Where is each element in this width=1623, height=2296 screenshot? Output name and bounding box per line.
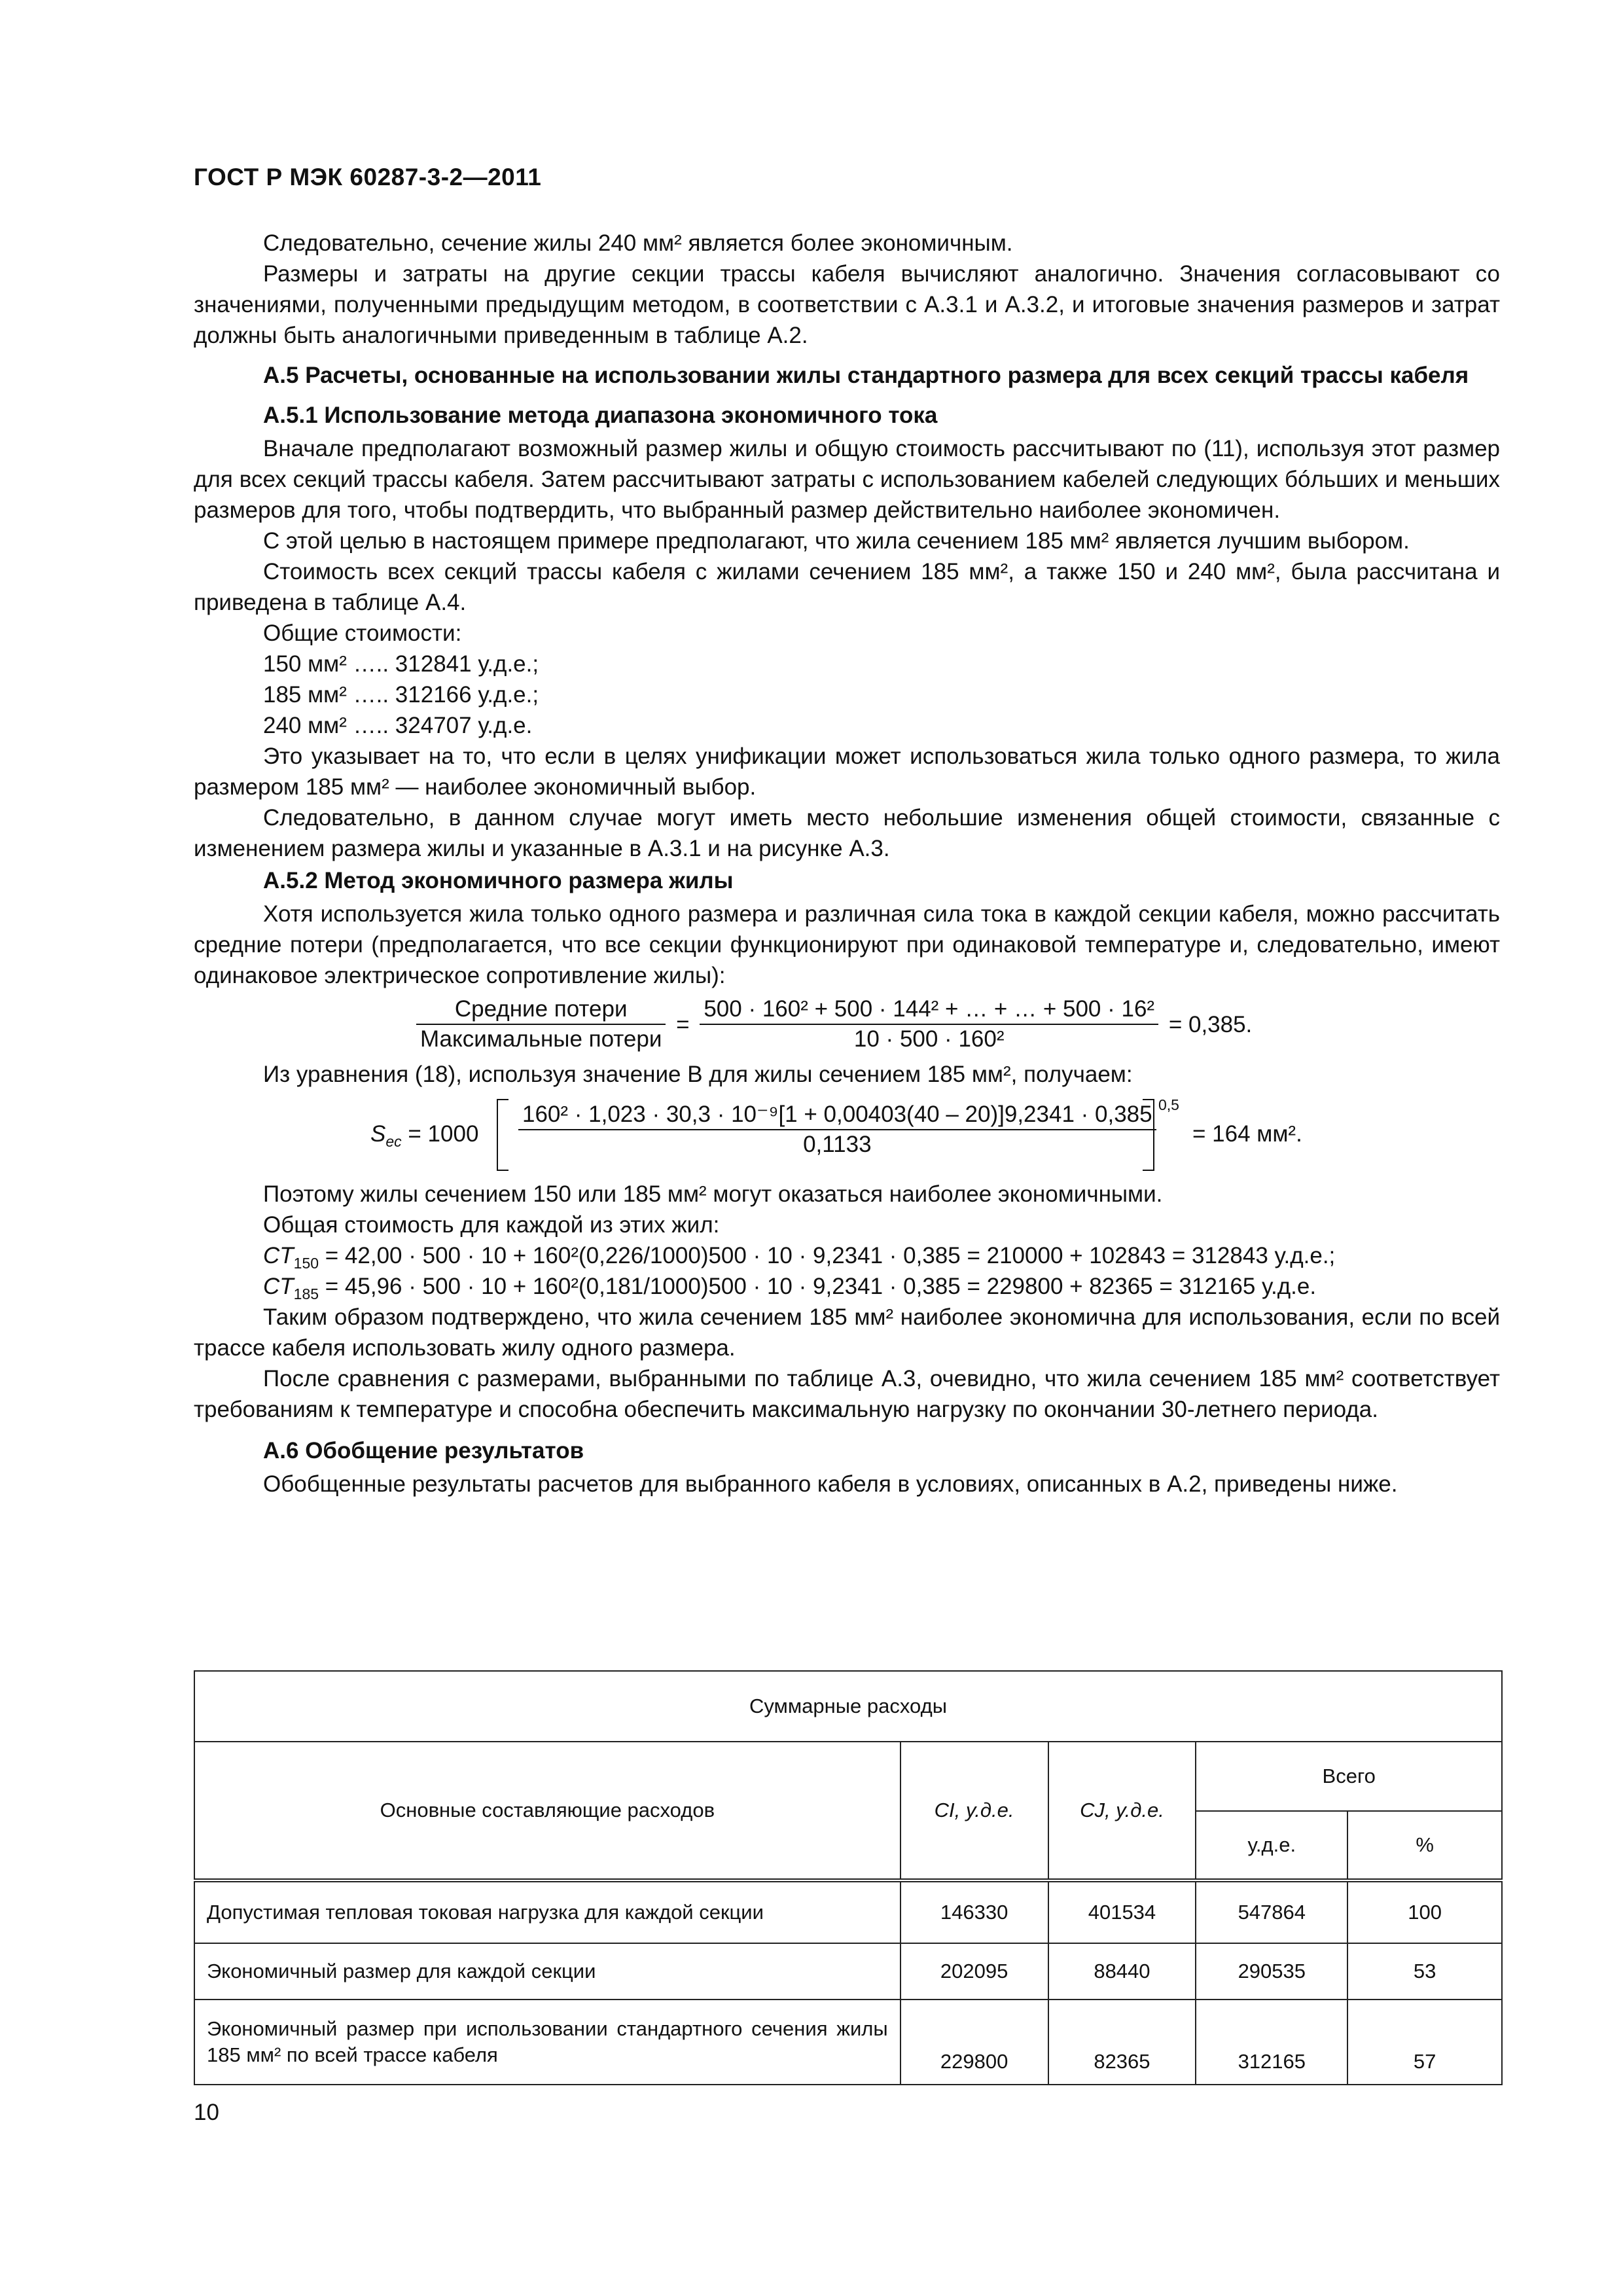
paragraph: Размеры и затраты на другие секции трассы кабеля вычисляют аналогично. Значения согласовывают со значениями, полученными предыдущим методом, в соответствии с А.3.1 и А.3.2, и итоговые значения размеров и затрат должны быть аналогичными приведенным в таблице А.2. xyxy=(194,261,1500,348)
table-title: Суммарные расходы xyxy=(194,1671,1502,1742)
table-cell: 202095 xyxy=(901,1943,1048,2000)
table-header-total: Всего xyxy=(1196,1742,1502,1811)
section-heading-a52: А.5.2 Метод экономичного размера жилы xyxy=(263,868,734,893)
paragraph: Вначале предполагают возможный размер жилы и общую стоимость рассчитывают по (11), используя этот размер для всех секций трассы кабеля. Затем рассчитывают затраты с использованием кабелей следующих бóльших и меньших размеров для того, чтобы подтвердить, что выбранный размер действительно наиболее экономичен. xyxy=(194,436,1500,523)
section-heading-a5: А.5 Расчеты, основанные на использовании жилы стандартного размера для всех секций трассы кабеля xyxy=(263,363,1469,388)
paragraph: Это указывает на то, что если в целях унификации может использоваться жила только одного размера, то жила размером 185 мм² — наиболее экономичный выбор. xyxy=(194,744,1500,800)
paragraph: Следовательно, сечение жилы 240 мм² является более экономичным. xyxy=(263,230,1013,256)
paragraph: Таким образом подтверждено, что жила сечением 185 мм² наиболее экономична для использования, если по всей трассе кабеля использовать жилу одного размера. xyxy=(194,1304,1500,1361)
total-cost-185: $CT_{185} = 45,96 \cdot 500 \cdot 10 + 160^2(0,181/1000)500 \cdot 10 \cdot 9,2341 \cdot 0,385 = 229800 + 82365 = 312165$ у.д.е. xyxy=(263,1274,1317,1302)
paragraph: С этой целью в настоящем примере предполагают, что жила сечением 185 мм² является лучшим выбором. xyxy=(263,528,1410,554)
table-cell: 547864 xyxy=(1196,1880,1347,1943)
paragraph: Следовательно, в данном случае могут иметь место небольшие изменения общей стоимости, связанные с изменением размера жилы и указанные в А.3.1 и на рисунке А.3. xyxy=(194,805,1500,861)
table-row-label: Экономичный размер для каждой секции xyxy=(194,1943,901,2000)
paragraph: Хотя используется жила только одного размера и различная сила тока в каждой секции кабеля, можно рассчитать средние потери (предполагается, что все секции функционируют при одинаковой температуре и, следовательно, имеют одинаковое электрическое сопротивление жилы): xyxy=(194,901,1500,988)
table-cell: 290535 xyxy=(1196,1943,1347,2000)
equation-average-losses: $\frac{\text{Средние потери}}{\text{Максимальные потери}}$ = $\frac{\text{500 · 160² + 500 · 144² + … + … + 500 · 16²}}{\text{10 · 500 · 160²}}$ = 0,385. xyxy=(194,991,1500,1059)
table-cell: 53 xyxy=(1347,1943,1502,2000)
paragraph: После сравнения с размерами, выбранными по таблице А.3, очевидно, что жила сечением 185 мм² соответствует требованиям к температуре и способна обеспечить максимальную нагрузку по окончании 30-летнего периода. xyxy=(194,1366,1500,1422)
paragraph: Обобщенные результаты расчетов для выбранного кабеля в условиях, описанных в А.2, приведены ниже. xyxy=(263,1471,1398,1497)
right-bracket xyxy=(1143,1099,1154,1171)
table-cell: 88440 xyxy=(1048,1943,1196,2000)
table-row-label: Экономичный размер при использовании стандартного сечения жилы 185 мм² по всей трассе кабеля xyxy=(194,2000,901,2085)
table-header-ci: CI, у.д.е. xyxy=(901,1742,1048,1880)
section-fraction: 160² · 1,023 · 30,3 · 10⁻⁹[1 + 0,00403(40 – 20)]9,2341 · 0,385 0,1133 xyxy=(518,1100,1156,1159)
section-heading-a6: А.6 Обобщение результатов xyxy=(263,1438,584,1463)
paragraph: Общая стоимость для каждой из этих жил: xyxy=(263,1212,720,1238)
table-cell: 401534 xyxy=(1048,1880,1196,1943)
equation-economic-section: $S_{ec} = 1000$ 160² · 1,023 · 30,3 · 10⁻⁹[1 + 0,00403(40 – 20)]9,2341 · 0,385 0,1133 0,5 = 164 мм². xyxy=(194,1090,1500,1179)
cost-line: 240 мм² ….. 324707 у.д.е. xyxy=(263,713,533,738)
table-cell: 312165 xyxy=(1196,2000,1347,2085)
table-cell: 146330 xyxy=(901,1880,1048,1943)
table-cell: 100 xyxy=(1347,1880,1502,1943)
cost-line: 185 мм² ….. 312166 у.д.е.; xyxy=(263,682,539,708)
table-cell: 82365 xyxy=(1048,2000,1196,2085)
table-cell: 57 xyxy=(1347,2000,1502,2085)
summary-costs-table xyxy=(194,1670,1503,2085)
paragraph: Стоимость всех секций трассы кабеля с жилами сечением 185 мм², а также 150 и 240 мм², была рассчитана и приведена в таблице А.4. xyxy=(194,559,1500,615)
left-bracket xyxy=(497,1099,508,1171)
page-number: 10 xyxy=(194,2100,219,2125)
table-cell: 229800 xyxy=(901,2000,1048,2085)
cost-line: 150 мм² ….. 312841 у.д.е.; xyxy=(263,651,539,677)
document-header: ГОСТ Р МЭК 60287-3-2—2011 xyxy=(194,164,542,190)
paragraph: Поэтому жилы сечением 150 или 185 мм² могут оказаться наиболее экономичными. xyxy=(263,1181,1163,1207)
table-header-ude: у.д.е. xyxy=(1196,1811,1347,1880)
paragraph: Из уравнения (18), используя значение B для жилы сечением 185 мм², получаем: xyxy=(263,1062,1133,1087)
table-header-main: Основные составляющие расходов xyxy=(194,1742,901,1880)
table-header-cj: CJ, у.д.е. xyxy=(1048,1742,1196,1880)
losses-fraction: $\frac{\text{500 · 160² + 500 · 144² + … + … + 500 · 16²}}{\text{10 · 500 · 160²}}$ xyxy=(700,995,1158,1054)
document-body xyxy=(194,228,1500,1499)
table-row-label: Допустимая тепловая токовая нагрузка для каждой секции xyxy=(194,1880,901,1943)
paragraph: Общие стоимости: xyxy=(263,620,462,646)
section-heading-a51: А.5.1 Использование метода диапазона экономичного тока xyxy=(263,403,938,428)
losses-ratio: $\frac{\text{Средние потери}}{\text{Максимальные потери}}$ xyxy=(416,995,666,1054)
table-header-pct: % xyxy=(1347,1811,1502,1880)
total-cost-150: $CT_{150} = 42,00 \cdot 500 \cdot 10 + 160^2(0,226/1000)500 \cdot 10 \cdot 9,2341 \cdot 0,385 = 210000 + 102843 = 312843$ у.д.е.; xyxy=(263,1243,1336,1272)
